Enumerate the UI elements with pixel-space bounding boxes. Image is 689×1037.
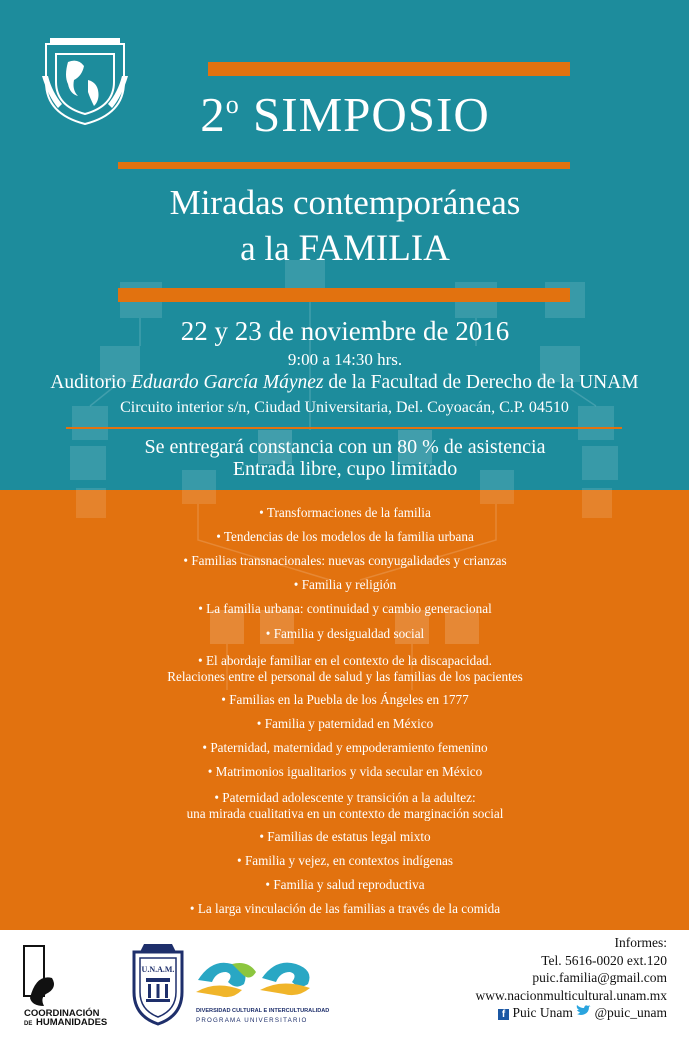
event-date: 22 y 23 de noviembre de 2016 [180,316,510,346]
twitter-link[interactable]: @puic_unam [594,1005,667,1020]
contact-info [327,934,667,1022]
svg-text:U.N.A.M.: U.N.A.M. [141,965,175,974]
topic-item: • Tendencias de los modelos de la familia urbana [70,529,620,545]
lower-orange-bar [118,288,570,302]
facebook-icon: f [498,1009,509,1020]
phone: Tel. 5616-0020 ext.120 [541,952,667,968]
event-address: Circuito interior s/n, Ciudad Universitaria, Del. Coyoacán, C.P. 04510 [120,399,569,416]
subtitle-line1: Miradas contemporáneas [169,183,521,222]
divider [66,427,622,429]
facebook-link[interactable]: Puic Unam [512,1005,573,1020]
coordinacion-humanidades-logo [22,944,120,1026]
topic-item: • Matrimonios igualitarios y vida secular en México [70,764,620,780]
topic-item: • La familia urbana: continuidad y cambio generacional [70,601,620,617]
social-links [327,1004,667,1022]
puic-diversidad-cultural-logo [192,950,332,1026]
topic-item: • Paternidad, maternidad y empoderamiento femenino [70,740,620,756]
svg-text:DIVERSIDAD CULTURAL E INTERCUL: DIVERSIDAD CULTURAL E INTERCULTURALIDAD [196,1008,330,1014]
subtitle [100,180,590,272]
contact-heading: Informes: [614,935,667,950]
email-link[interactable]: puic.familia@gmail.com [532,970,667,985]
topic-item: • El abordaje familiar en el contexto de la discapacidad. Relaciones entre el personal de salud y las familias de los pacientes [70,653,620,685]
facultad-derecho-shield-logo [130,942,186,1026]
svg-text:HUMANIDADES: HUMANIDADES [36,1017,108,1026]
svg-text:COORDINACIÓN: COORDINACIÓN [24,1008,100,1019]
event-venue: Auditorio Eduardo García Máynez de la Facultad de Derecho de la UNAM [50,372,639,393]
website-link[interactable]: www.nacionmulticultural.unam.mx [475,987,667,1003]
topic-item: • Transformaciones de la familia [70,505,620,521]
unam-crest-logo [38,36,132,128]
topic-item: • Familias en la Puebla de los Ángeles en 1777 [70,692,620,708]
middle-orange-bar [118,162,570,169]
event-time: 9:00 a 14:30 hrs. [287,350,403,369]
svg-text:PROGRAMA UNIVERSITARIO: PROGRAMA UNIVERSITARIO [196,1017,308,1024]
topic-item: • Familia y salud reproductiva [70,877,620,893]
top-orange-bar [208,62,570,76]
topic-item: • Familias de estatus legal mixto [70,829,620,845]
topic-item: • Familia y desigualdad social [70,626,620,642]
page-title: 2$^o$ SIMPOSIO [200,87,490,142]
topic-item: • Familia y religión [70,577,620,593]
topic-item: • Paternidad adolescente y transición a la adultez: una mirada cualitativa en un contexto de marginación social [70,790,620,822]
attendance-note: Se entregará constancia con un 80 % de asistencia Entrada libre, cupo limitado [144,436,546,480]
subtitle-line2: a la FAMILIA [240,228,450,269]
topic-item: • Familias transnacionales: nuevas conyugalidades y crianzas [70,553,620,569]
topic-item: • La larga vinculación de las familias a través de la comida [70,901,620,917]
twitter-bird-icon [576,1005,591,1017]
topic-item: • Familia y paternidad en México [70,716,620,732]
topic-item: • Familia y vejez, en contextos indígenas [70,853,620,869]
svg-text:DE: DE [24,1021,33,1026]
